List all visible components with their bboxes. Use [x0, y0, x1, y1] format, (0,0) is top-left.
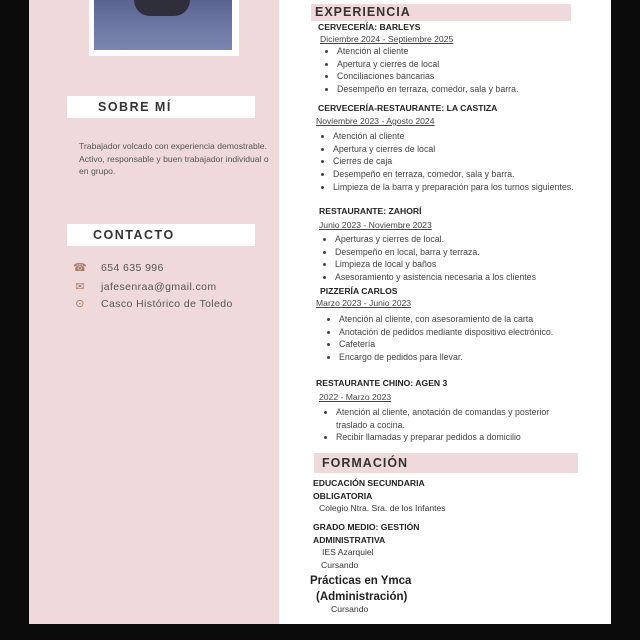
list-item: • Cierres de caja	[333, 155, 583, 168]
contact-location-text: Casco Histórico de Toledo	[101, 298, 233, 310]
job-date: 2022 - Marzo 2023	[319, 392, 392, 402]
education-title: (Administración)	[316, 591, 408, 603]
list-item: • Atención al cliente, con asesoramiento de la carta	[339, 313, 589, 326]
mail-icon: ✉	[75, 281, 85, 293]
education-detail: Colegio Ntra. Sra. de los Infantes	[319, 503, 446, 513]
about-text: Trabajador volcado con experiencia demostrable. Activo, responsable y buen trabajador individual o en grupo.	[79, 141, 269, 176]
location-pin-icon: ⊙	[75, 298, 85, 310]
job-date: Diciembre 2024 - Septiembre 2025	[320, 34, 454, 44]
education-title: Prácticas en Ymca	[310, 575, 412, 587]
job-date: Junio 2023 - Noviembre 2023	[319, 220, 432, 230]
list-item: • Encargo de pedidos para llevar.	[339, 351, 589, 364]
education-title: GRADO MEDIO: GESTIÓN	[313, 522, 420, 532]
education-item	[313, 477, 446, 515]
list-item: • Conciliaciones bancarias	[337, 70, 611, 83]
job-bullets	[323, 233, 611, 284]
contact-email-text: jafesenraa@gmail.com	[101, 281, 217, 293]
experience-heading: EXPERIENCIA	[311, 4, 571, 21]
list-item: • Limpieza de local y baños	[335, 258, 611, 271]
list-item: • Recibir llamadas y preparar pedidos a domicilio	[336, 431, 581, 444]
job-bullets	[324, 406, 581, 444]
contact-heading: CONTACTO	[67, 224, 255, 246]
list-item: • Aperturas y cierres de local.	[335, 233, 611, 246]
job-date: Noviembre 2023 - Agosto 2024	[316, 116, 435, 126]
list-item: • Apertura y cierres de local	[333, 143, 583, 156]
job-bullets	[327, 313, 589, 364]
job-bullets	[325, 45, 611, 96]
education-detail: Cursando	[331, 604, 369, 614]
education-title: ADMINISTRATIVA	[313, 534, 386, 545]
job-title: RESTAURANTE CHINO: AGEN 3	[316, 378, 448, 388]
education-item	[313, 521, 419, 571]
profile-photo-image	[94, 0, 232, 50]
list-item: • Cafetería	[339, 338, 589, 351]
list-item: • Desempeño en terraza, comedor, sala y barra.	[333, 168, 583, 181]
education-detail: Cursando	[321, 559, 359, 570]
sidebar	[29, 0, 279, 624]
profile-photo	[89, 0, 239, 56]
about-heading: SOBRE MÍ	[67, 96, 255, 118]
list-item: • Apertura y cierres de local	[337, 58, 611, 71]
job-title: CERVECERÍA: BARLEYS	[318, 22, 421, 32]
list-item: • Desempeño en terraza, comedor, sala y barra.	[337, 83, 611, 96]
education-detail: IES Azarquiel	[322, 547, 374, 557]
list-item: • Asesoramiento y asistencia necesaria a los clientes	[335, 271, 611, 284]
job-title: RESTAURANTE: ZAHORÍ	[319, 206, 422, 216]
education-heading: FORMACIÓN	[314, 453, 578, 473]
list-item: • Anotación de pedidos mediante dispositivo electrónico.	[339, 326, 589, 339]
job-date: Marzo 2023 - Junio 2023	[316, 298, 412, 308]
photo-collar	[134, 0, 190, 16]
resume-page	[29, 0, 611, 624]
job-title: PIZZERÍA CARLOS	[320, 286, 398, 296]
list-item: • Atención al cliente	[337, 45, 611, 58]
list-item: • Desempeño en local, barra y terraza.	[335, 246, 611, 259]
list-item: • Atención al cliente, anotación de comandas y posterior traslado a cocina.	[336, 406, 581, 431]
contact-phone-text: 654 635 996	[101, 262, 164, 274]
job-title: CERVECERÍA-RESTAURANTE: LA CASTIZA	[318, 103, 498, 113]
phone-icon: ☎	[73, 262, 88, 274]
education-title: OBLIGATORIA	[313, 490, 373, 501]
list-item: • Limpieza de la barra y preparación para los turnos siguientes.	[333, 181, 583, 194]
list-item: • Atención al cliente	[333, 130, 583, 143]
job-bullets	[321, 130, 583, 194]
main-content	[279, 0, 611, 624]
education-title: EDUCACIÓN SECUNDARIA	[313, 478, 425, 488]
